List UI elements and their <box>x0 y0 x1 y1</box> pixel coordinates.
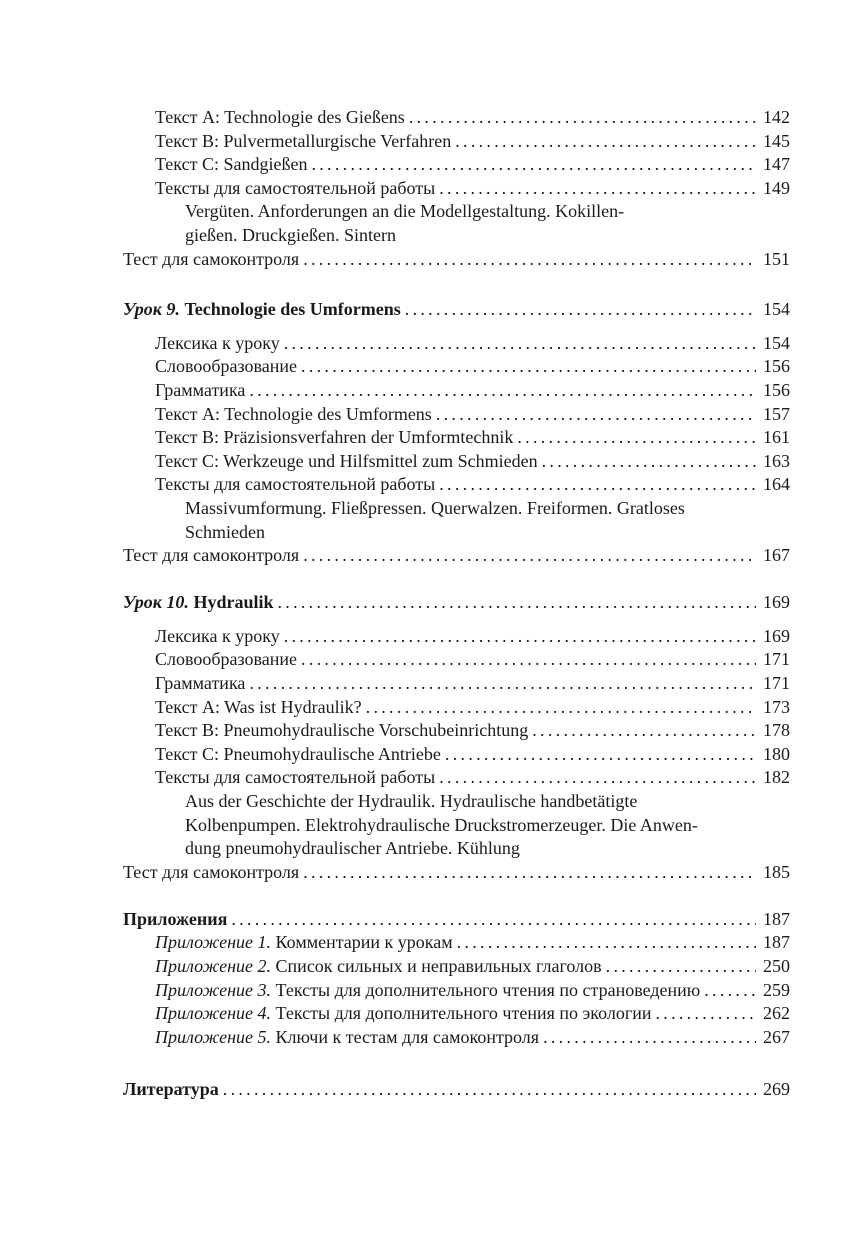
page-number: 178 <box>763 720 790 741</box>
entry-title <box>155 743 441 767</box>
entry-title <box>155 403 432 427</box>
entry-title <box>155 625 280 649</box>
dot-leader <box>303 544 756 568</box>
page-number: 167 <box>763 545 790 566</box>
entry-title <box>155 177 435 201</box>
dot-leader <box>542 450 756 474</box>
entry-title-text: Тексты для самостоятельной работы <box>155 177 436 198</box>
toc-entry[interactable] <box>123 625 790 649</box>
entry-prefix: Приложение 4. <box>155 1003 272 1024</box>
dot-leader <box>284 625 756 649</box>
page-number: 156 <box>763 356 790 377</box>
dot-leader <box>457 931 756 955</box>
toc-entry[interactable] <box>123 426 790 450</box>
page-number: 171 <box>763 649 790 670</box>
entry-title-text: Тексты для самостоятельной работы <box>155 767 436 788</box>
page-number: 173 <box>763 696 790 717</box>
page-number: 142 <box>763 107 790 127</box>
entry-title <box>123 248 299 272</box>
toc-entry[interactable] <box>123 672 790 696</box>
toc-entry[interactable] <box>123 544 790 568</box>
page-number: 187 <box>763 932 790 953</box>
entry-title <box>155 355 297 379</box>
entry-title-text: Technologie des Umformens <box>184 299 401 320</box>
page-number: 262 <box>763 1003 790 1024</box>
entry-title <box>155 426 513 450</box>
entry-description-line: Kolbenpumpen. Elektrohydraulische Druckstromerzeuger. Die Anwen- <box>185 814 698 835</box>
toc-entry[interactable] <box>123 1002 790 1026</box>
page-number: 250 <box>763 956 790 976</box>
entry-title <box>155 766 435 790</box>
toc-entry[interactable] <box>123 332 790 356</box>
entry-prefix: Приложение 1. <box>155 932 272 953</box>
page-number: 157 <box>763 403 790 424</box>
toc-entry[interactable] <box>123 766 790 790</box>
page-number: 149 <box>763 177 790 198</box>
toc-entry[interactable] <box>123 979 790 1003</box>
dot-leader <box>439 177 756 201</box>
toc-entry[interactable] <box>123 153 790 177</box>
entry-title-text: Текст B: Pulvermetallurgische Verfahren <box>155 130 452 151</box>
toc-entry[interactable] <box>123 450 790 474</box>
dot-leader <box>436 403 756 427</box>
toc-lesson-heading[interactable] <box>123 298 790 322</box>
entry-title-text: Текст A: Technologie des Gießens <box>155 107 405 127</box>
entry-title-text: Текст A: Was ist Hydraulik? <box>155 696 362 717</box>
toc-entry[interactable] <box>123 355 790 379</box>
entry-title-text: Тексты для дополнительного чтения по экологии <box>275 1003 652 1024</box>
page-number: 151 <box>763 248 790 269</box>
entry-title-text: Тест для самоконтроля <box>123 248 300 269</box>
entry-title <box>155 931 453 955</box>
section-spacer <box>123 615 790 625</box>
entry-title-text: Текст C: Werkzeuge und Hilfsmittel zum Schmieden <box>155 450 538 471</box>
dot-leader <box>303 248 756 272</box>
entry-title-text: Литература <box>123 1079 219 1100</box>
page-number: 154 <box>763 332 790 353</box>
section-spacer <box>123 322 790 332</box>
entry-title <box>155 979 700 1003</box>
dot-leader <box>231 908 756 932</box>
entry-title <box>155 153 307 177</box>
entry-description-line: Schmieden <box>185 521 265 542</box>
entry-title-text: Тексты для самостоятельной работы <box>155 474 436 495</box>
entry-title-text: Ключи к тестам для самоконтроля <box>275 1026 540 1047</box>
entry-title-text: Hydraulik <box>193 592 274 613</box>
entry-description-line: gießen. Druckgießen. Sintern <box>185 224 396 245</box>
toc-entry[interactable] <box>123 379 790 403</box>
page-number: 147 <box>763 154 790 175</box>
entry-title-text: Текст B: Pneumohydraulische Vorschubeinrichtung <box>155 720 529 741</box>
toc-entry[interactable] <box>123 1078 790 1102</box>
entry-title <box>155 473 435 497</box>
entry-title-text: Грамматика <box>155 379 246 400</box>
entry-title <box>155 1002 651 1026</box>
toc-entry[interactable] <box>123 130 790 154</box>
page-number: 163 <box>763 450 790 471</box>
dot-leader <box>301 648 756 672</box>
page-number: 154 <box>763 299 790 320</box>
entry-prefix: Урок 10. <box>123 592 189 613</box>
dot-leader <box>249 672 756 696</box>
toc-entry[interactable] <box>123 719 790 743</box>
entry-title-text: Текст C: Pneumohydraulische Antriebe <box>155 743 441 764</box>
section-gap <box>123 568 790 592</box>
entry-title-text: Текст C: Sandgießen <box>155 154 308 175</box>
entry-title <box>155 1026 539 1050</box>
dot-leader <box>439 766 756 790</box>
entry-title <box>155 672 245 696</box>
section-gap <box>123 884 790 908</box>
table-of-contents <box>123 106 790 1102</box>
entry-title <box>123 861 299 885</box>
entry-description-line: Massivumformung. Fließpressen. Querwalzen. Freiformen. Gratloses <box>185 497 685 518</box>
entry-title <box>155 955 602 979</box>
page-number: 267 <box>763 1026 790 1047</box>
entry-title <box>155 648 297 672</box>
dot-leader <box>455 130 756 154</box>
page-number: 180 <box>763 743 790 764</box>
page-number: 259 <box>763 979 790 1000</box>
entry-title-text: Текст A: Technologie des Umformens <box>155 403 432 424</box>
entry-description-line: Vergüten. Anforderungen an die Modellgestaltung. Kokillen- <box>185 201 625 222</box>
entry-title-text: Комментарии к урокам <box>275 932 453 953</box>
toc-entry[interactable] <box>123 931 790 955</box>
entry-title <box>123 1078 219 1102</box>
dot-leader <box>301 355 756 379</box>
dot-leader <box>445 743 756 767</box>
entry-title-text: Список сильных и неправильных глаголов <box>275 956 602 976</box>
entry-title <box>155 450 538 474</box>
section-gap <box>123 271 790 298</box>
entry-title <box>123 908 227 932</box>
section-gap <box>123 1049 790 1078</box>
entry-prefix: Приложение 5. <box>155 1026 272 1047</box>
dot-leader <box>284 332 756 356</box>
page-number: 187 <box>763 908 790 929</box>
page-number: 156 <box>763 379 790 400</box>
dot-leader <box>655 1002 756 1026</box>
dot-leader <box>311 153 756 177</box>
entry-title-text: Лексика к уроку <box>155 625 280 646</box>
entry-title <box>155 332 280 356</box>
entry-title-text: Тест для самоконтроля <box>123 861 300 882</box>
entry-title-text: Тест для самоконтроля <box>123 545 300 566</box>
dot-leader <box>606 955 756 979</box>
toc-entry[interactable] <box>123 743 790 767</box>
toc-entry[interactable] <box>123 908 790 932</box>
toc-entry[interactable] <box>123 861 790 885</box>
entry-title <box>123 544 299 568</box>
page-number: 171 <box>763 672 790 693</box>
dot-leader <box>409 106 756 130</box>
dot-leader <box>303 861 756 885</box>
toc-entry[interactable] <box>123 1026 790 1050</box>
entry-title-text: Словообразование <box>155 356 298 377</box>
entry-title <box>155 379 245 403</box>
entry-prefix: Урок 9. <box>123 299 180 320</box>
dot-leader <box>532 719 756 743</box>
dot-leader <box>277 591 756 615</box>
entry-title-text: Тексты для дополнительного чтения по страноведению <box>275 979 701 1000</box>
dot-leader <box>543 1026 756 1050</box>
entry-title-text: Лексика к уроку <box>155 332 280 353</box>
toc-lesson-heading[interactable] <box>123 591 790 615</box>
page-number: 169 <box>763 625 790 646</box>
entry-title <box>123 591 273 615</box>
toc-entry[interactable] <box>123 955 790 979</box>
entry-title <box>155 719 528 743</box>
dot-leader <box>517 426 756 450</box>
page-number: 169 <box>763 592 790 613</box>
entry-title <box>155 106 405 130</box>
entry-title-text: Словообразование <box>155 649 298 670</box>
entry-title-text: Грамматика <box>155 672 246 693</box>
dot-leader <box>439 473 756 497</box>
dot-leader <box>405 298 756 322</box>
entry-title <box>155 130 451 154</box>
entry-title-text: Приложения <box>123 908 228 929</box>
toc-entry[interactable] <box>123 177 790 201</box>
entry-prefix: Приложение 3. <box>155 979 272 1000</box>
toc-entry[interactable] <box>123 648 790 672</box>
entry-title <box>123 298 401 322</box>
entry-description-line: dung pneumohydraulischer Antriebe. Kühlung <box>185 838 520 859</box>
page-number: 145 <box>763 130 790 151</box>
dot-leader <box>249 379 756 403</box>
entry-description-line: Aus der Geschichte der Hydraulik. Hydraulische handbetätigte <box>185 790 638 811</box>
dot-leader <box>366 696 756 720</box>
page-number: 164 <box>763 474 790 495</box>
toc-entry[interactable] <box>123 403 790 427</box>
dot-leader <box>223 1078 756 1102</box>
entry-title <box>155 696 362 720</box>
entry-prefix: Приложение 2. <box>155 956 272 976</box>
dot-leader <box>704 979 756 1003</box>
toc-entry[interactable] <box>123 696 790 720</box>
entry-title-text: Текст B: Präzisionsverfahren der Umformtechnik <box>155 427 514 448</box>
page-number: 185 <box>763 861 790 882</box>
page-number: 161 <box>763 427 790 448</box>
toc-entry[interactable] <box>123 473 790 497</box>
page-number: 182 <box>763 767 790 788</box>
toc-entry[interactable] <box>123 248 790 272</box>
page-number: 269 <box>763 1079 790 1100</box>
toc-entry[interactable] <box>123 106 790 130</box>
